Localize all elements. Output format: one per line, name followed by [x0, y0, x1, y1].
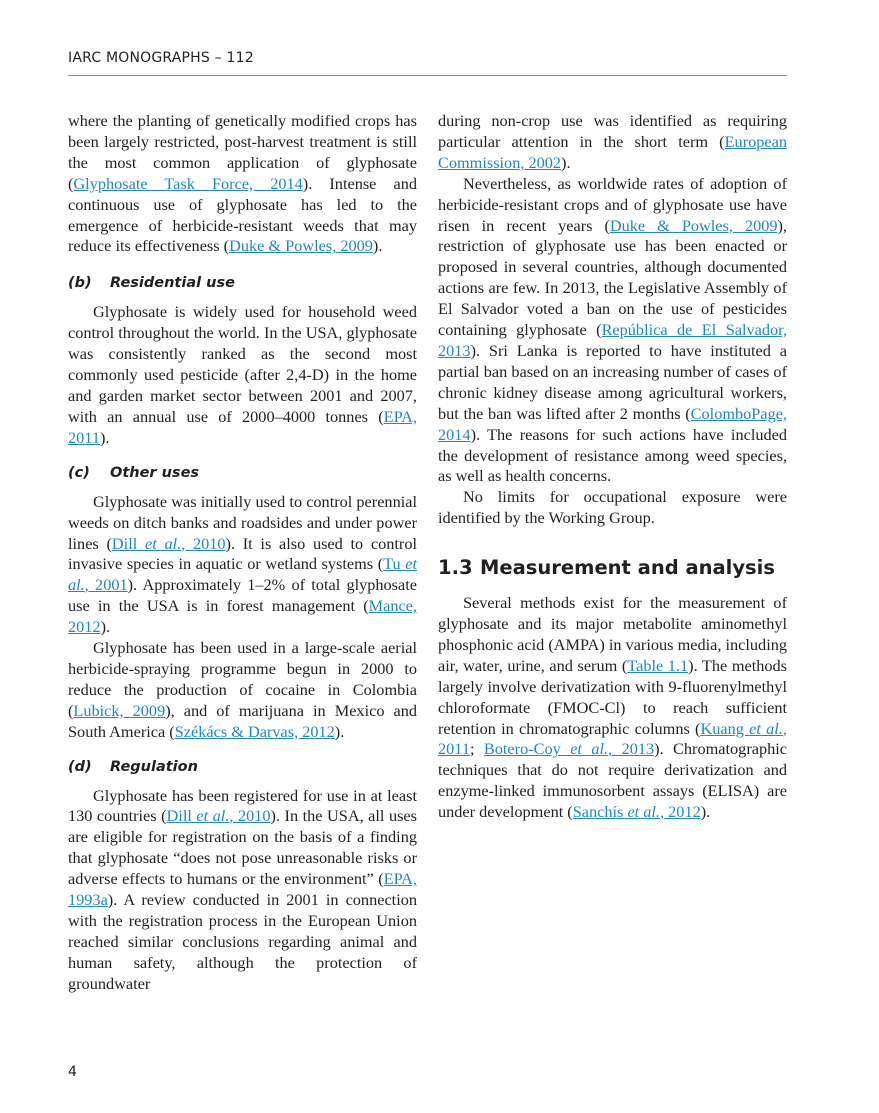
table-reference-link[interactable]: Table 1.1: [627, 655, 689, 675]
citation-link[interactable]: Dill et al., 2010: [166, 806, 271, 826]
left-column: [68, 111, 417, 995]
paragraph: Glyphosate has been used in a large-scale aerial herbicide-spraying programme begun in 2000 to reduce the production of cocaine in Colombia (Lubick, 2009), and of marijuana in Mexico and South America (Székács & Darvas, 2012).: [68, 638, 418, 741]
right-column: [438, 111, 787, 823]
citation-link[interactable]: EPA, 1993a: [68, 869, 417, 910]
citation-link[interactable]: República de El Salvador, 2013: [438, 320, 787, 360]
paragraph: Glyphosate has been registered for use in at least 130 countries (Dill et al., 2010). In the USA, all uses are eligible for registration on the basis of a finding that glyphosate “does not pose unreasonable risks or adverse effects to humans or the environment” (EPA, 1993a). A review conducted in 2001 in connection with the registration process in the European Union reached similar conclusions regarding animal and human safety, although the protection of groundwater: [68, 785, 417, 993]
subsection-heading-residential-use: (b) Residential use: [68, 275, 235, 292]
citation-link[interactable]: European Commission, 2002: [438, 131, 787, 172]
paragraph: where the planting of genetically modified crops has been largely restricted, post-harvest treatment is still the most common application of glyphosate (Glyphosate Task Force, 2014). Intense and continuous use of glyphosate has led to the emergence of herbicide-resistant weeds that may reduce its effectiveness (Duke & Powles, 2009).: [68, 111, 418, 256]
subsection-heading-other-uses: (c) Other uses: [68, 464, 200, 481]
paragraph: No limits for occupational exposure were identified by the Working Group.: [438, 487, 787, 528]
citation-link[interactable]: ColomboPage, 2014: [438, 403, 787, 444]
citation-link[interactable]: Tu et al., 2001: [68, 554, 417, 595]
paragraph: Several methods exist for the measurement of glyphosate and its major metabolite aminomethyl phosphonic acid (AMPA) in various media, including air, water, urine, and serum (Table 1.1). The methods largely involve derivatization with 9-fluorenylmethyl chloroformate (FMOC-Cl) to reach sufficient retention in chromatographic columns (Kuang et al., 2011; Botero-Coy et al., 2013). Chromatographic techniques that do not require derivatization and enzyme-linked immunosorbent assays (ELISA) are under development (Sanchís et al., 2012).: [438, 593, 787, 822]
subsection-heading-regulation: (d) Regulation: [68, 758, 198, 775]
citation-link[interactable]: EPA, 2011: [68, 406, 417, 447]
citation-link[interactable]: Glyphosate Task Force, 2014: [73, 173, 303, 193]
citation-link[interactable]: Botero-Coy et al., 2013: [483, 739, 655, 759]
citation-link[interactable]: Dill et al., 2010: [111, 533, 226, 553]
section-heading: 1.3 Measurement and analysis: [438, 556, 775, 580]
paragraph: Glyphosate is widely used for household weed control throughout the world. In the USA, glyphosate was consistently ranked as the second most commonly used pesticide (after 2,4-D) in the home and garden market sector between 2001 and 2007, with an annual use of 2000–4000 tonnes (EPA, 2011).: [68, 302, 417, 447]
page-number: 4: [68, 1064, 77, 1080]
citation-link[interactable]: Kuang et al., 2011: [438, 718, 787, 759]
header-rule: [68, 75, 787, 76]
citation-link[interactable]: Székács & Darvas, 2012: [174, 721, 335, 741]
citation-link[interactable]: Mance, 2012: [68, 596, 417, 637]
running-head: IARC MONOGRAPHS – 112: [68, 50, 254, 66]
citation-link[interactable]: Duke & Powles, 2009: [609, 215, 778, 235]
citation-link[interactable]: Sanchís et al., 2012: [572, 802, 701, 822]
paragraph: Nevertheless, as worldwide rates of adoption of herbicide-resistant crops and of glyphosate use have risen in recent years (Duke & Powles, 2009), restriction of glyphosate use has been enacted or proposed in several countries, although documented actions are few. In 2013, the Legislative Assembly of El Salvador voted a ban on the use of pesticides containing glyphosate (República de El Salvador, 2013). Sri Lanka is reported to have instituted a partial ban based on an increasing number of cases of chronic kidney disease among agricultural workers, but the ban was lifted after 2 months (ColomboPage, 2014). The reasons for such actions have included the development of resistance among weed species, as well as health concerns.: [438, 173, 787, 486]
paragraph: Glyphosate was initially used to control perennial weeds on ditch banks and roadsides and under power lines (Dill et al., 2010). It is also used to control invasive species in aquatic or wetland systems (Tu et al., 2001). Approximately 1–2% of total glyphosate use in the USA is in forest management (Mance, 2012).: [68, 491, 418, 637]
paragraph: during non-crop use was identified as requiring particular attention in the short term (European Commission, 2002).: [438, 111, 787, 172]
citation-link[interactable]: Lubick, 2009: [73, 700, 166, 720]
citation-link[interactable]: Duke & Powles, 2009: [229, 236, 373, 256]
